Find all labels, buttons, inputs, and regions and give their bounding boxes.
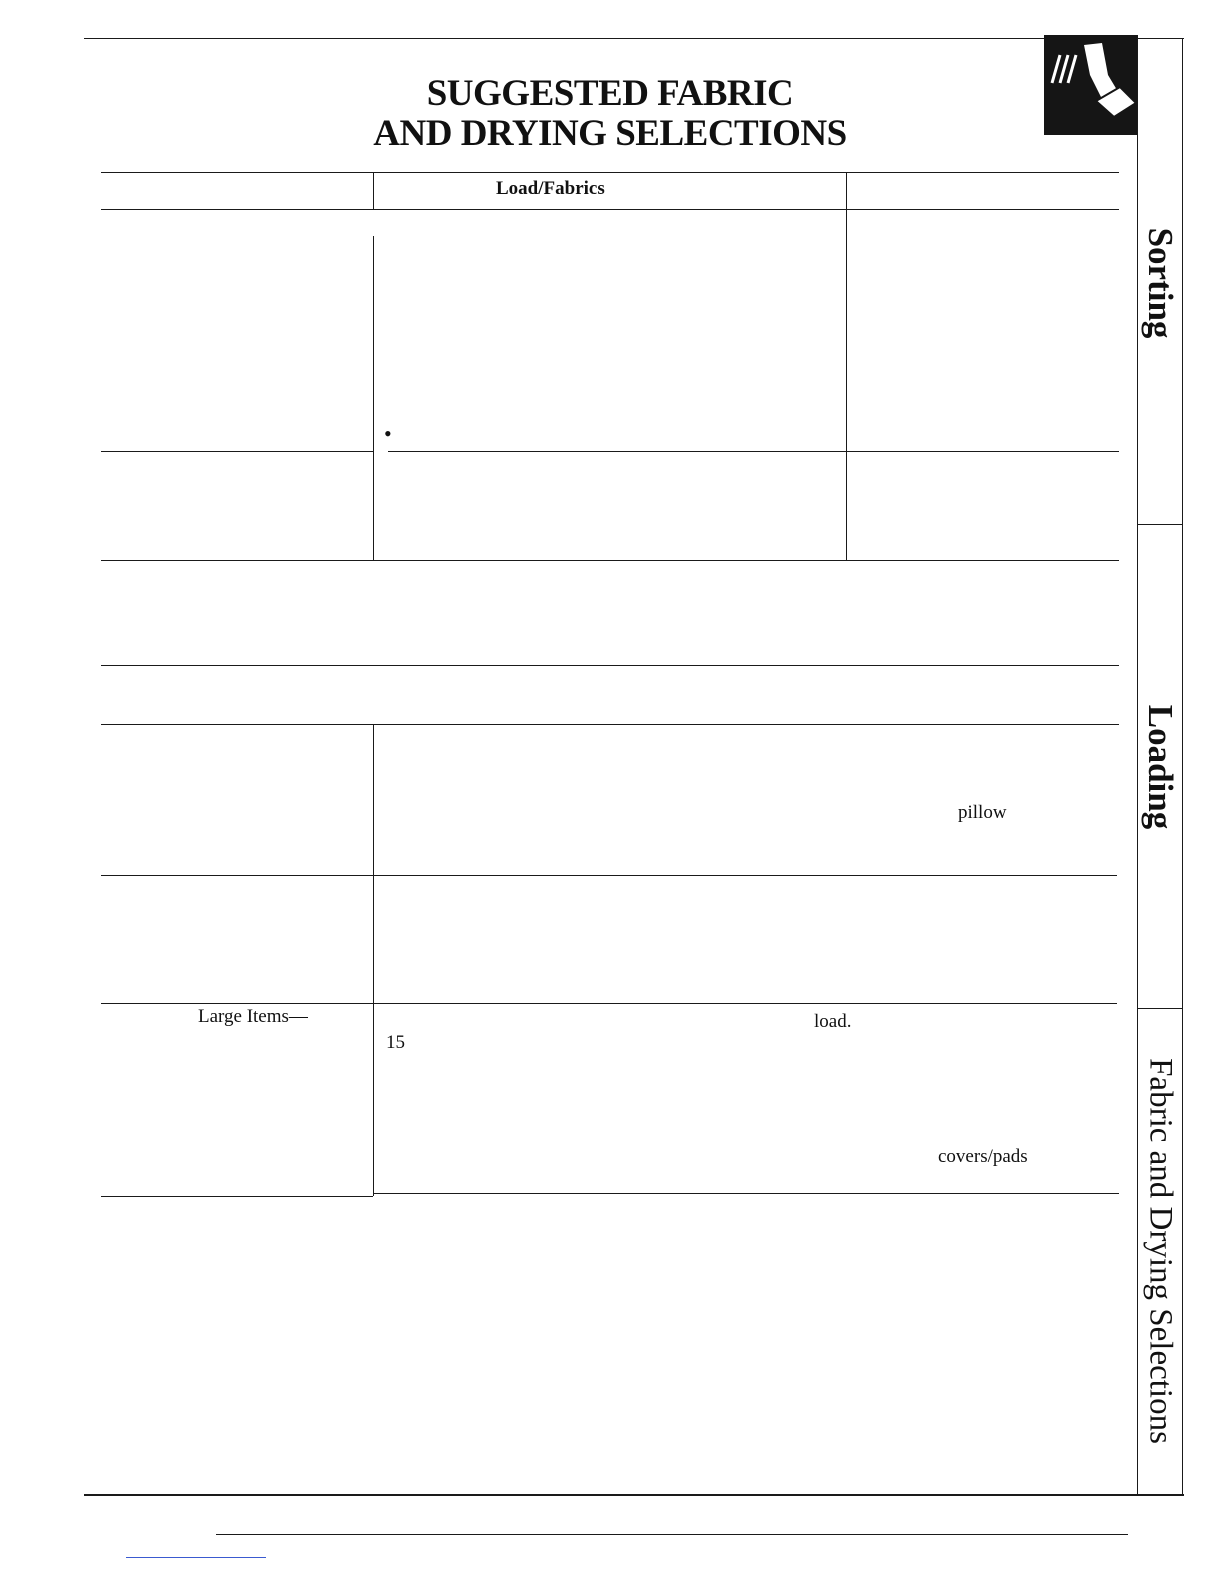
row7-bottom-rule-left bbox=[101, 1196, 373, 1197]
row6-bottom-rule bbox=[101, 1003, 1117, 1004]
cell-text-pillow: pillow bbox=[958, 802, 1007, 823]
cell-text-covers-pads: covers/pads bbox=[938, 1146, 1028, 1167]
row1-bottom-rule-left bbox=[101, 451, 373, 452]
hand-pressing-button-icon bbox=[1044, 35, 1138, 135]
row3-bottom-rule bbox=[101, 665, 1119, 666]
row1-divider-left bbox=[373, 236, 374, 451]
side-tab-label-loading: Loading bbox=[1141, 704, 1180, 830]
row2-divider-left bbox=[373, 451, 374, 560]
row5-bottom-rule bbox=[101, 875, 1117, 876]
row1-bottom-rule-right bbox=[388, 451, 1119, 452]
top-rule bbox=[84, 38, 1184, 39]
cell-text-load: load. bbox=[814, 1011, 852, 1032]
cell-text-large-items: Large Items— bbox=[198, 1006, 308, 1027]
cell-text-15: 15 bbox=[386, 1032, 405, 1053]
page-title-line1: SUGGESTED FABRIC bbox=[426, 73, 794, 114]
bullet: • bbox=[384, 421, 392, 446]
row5-divider bbox=[373, 724, 374, 1196]
header-bottom-rule-right bbox=[859, 209, 1119, 210]
row7-bottom-rule-right bbox=[373, 1193, 1119, 1194]
side-tab-label-fabric-drying: Fabric and Drying Selections bbox=[1142, 1058, 1179, 1444]
footer-rule bbox=[216, 1534, 1128, 1535]
header-divider-right bbox=[846, 172, 847, 210]
bottom-rule bbox=[84, 1494, 1184, 1496]
row1-divider-right bbox=[846, 209, 847, 560]
row4-bottom-rule bbox=[101, 724, 1119, 725]
footer-link-underline bbox=[126, 1557, 266, 1558]
side-tab-label-sorting: Sorting bbox=[1141, 227, 1180, 339]
row2-bottom-rule bbox=[101, 560, 1119, 561]
table-top-rule bbox=[101, 172, 1119, 173]
header-bottom-rule bbox=[101, 209, 859, 210]
column-header-load-fabrics: Load/Fabrics bbox=[496, 178, 605, 199]
page-title-line2: AND DRYING SELECTIONS bbox=[373, 113, 847, 154]
header-divider-left bbox=[373, 172, 374, 210]
